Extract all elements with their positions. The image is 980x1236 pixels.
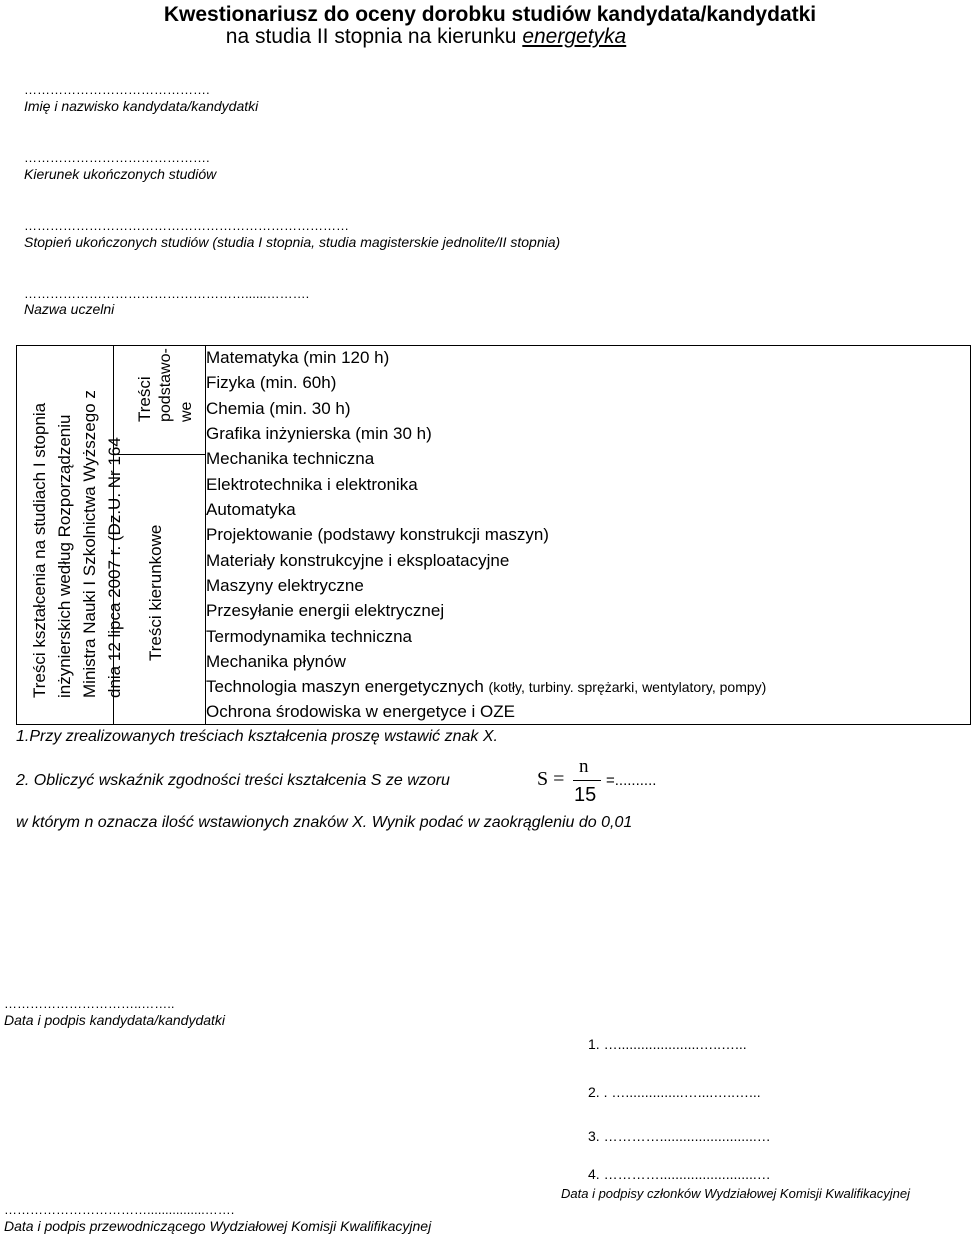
subject-row: Ochrona środowiska w energetyce i OZE — [206, 702, 515, 721]
subject-row: Fizyka (min. 60h) — [206, 373, 337, 392]
instruction-3: w którym n oznacza ilość wstawionych znaków X. Wynik podać w zaokrągleniu do 0,01 — [16, 814, 633, 831]
subject-row: Przesyłanie energii elektrycznej — [206, 601, 445, 620]
col1-line: Treści kształcenia na studiach I stopnia — [30, 402, 49, 698]
subject-row: Projektowanie (podstawy konstrukcji maszyn) — [206, 525, 549, 544]
subject-row: Automatyka — [206, 500, 296, 519]
subject-row — [206, 677, 766, 697]
degree-label: Stopień ukończonych studiów (studia I stopnia, studia magisterskie jednolite/II stopnia) — [24, 234, 561, 250]
committee-label: Data i podpisy członków Wydziałowej Komisji Kwalifikacyjnej — [561, 1186, 910, 1201]
subject-row: Elektrotechnika i elektronika — [206, 475, 418, 494]
field-of-study: energetyka — [522, 25, 627, 48]
member-signature-1[interactable]: 1. ….....................…..…... — [588, 1036, 747, 1052]
table-bottom-border — [16, 724, 971, 725]
group-basic-heading — [134, 348, 197, 422]
subject-row: Mechanika techniczna — [206, 449, 375, 468]
col1-heading — [27, 390, 127, 698]
subject-row: Maszyny elektryczne — [206, 576, 364, 595]
group-basic-line: podstawo- — [157, 348, 174, 422]
subject-row: Matematyka (min 120 h) — [206, 348, 390, 367]
col1-line: Ministra Nauki I Szkolnictwa Wyższego z — [80, 390, 99, 698]
subject-name: Technologia maszyn energetycznych — [206, 677, 489, 696]
curriculum-table — [16, 345, 971, 725]
col1-line: dnia 12 lipca 2007 r. (Dz.U. Nr 164 — [105, 437, 124, 698]
formula-numerator: n — [579, 756, 589, 777]
subject-note: (kotły, turbiny. sprężarki, wentylatory, pompy) — [488, 679, 767, 695]
instruction-2: 2. Obliczyć wskaźnik zgodności treści kształcenia S ze wzoru — [16, 772, 450, 789]
table-right-border — [970, 345, 971, 725]
major-dots[interactable]: ……………………………………. — [24, 150, 210, 165]
chair-signature-label: Data i podpis przewodniczącego Wydziałowej Komisji Kwalifikacyjnej — [4, 1218, 432, 1234]
table-left-border — [16, 345, 17, 725]
member-signature-3[interactable]: 3. ………….........................… — [588, 1128, 771, 1144]
major-label: Kierunek ukończonych studiów — [24, 166, 217, 182]
subject-row: Mechanika płynów — [206, 652, 346, 671]
name-label: Imię i nazwisko kandydata/kandydatki — [24, 98, 259, 114]
fraction-bar — [573, 780, 601, 781]
member-signature-4[interactable]: 4. ………….........................… — [588, 1166, 771, 1182]
member-signature-2[interactable]: 2. . …...............…....…..…... — [588, 1084, 761, 1100]
candidate-signature-label: Data i podpis kandydata/kandydatki — [4, 1012, 226, 1028]
col1-line: inżynierskich według Rozporządzeniu — [55, 414, 74, 698]
formula-denominator: 15 — [574, 784, 597, 806]
subtitle-prefix: na studia II stopnia na kierunku — [225, 25, 523, 48]
subject-row: Materiały konstrukcyjne i eksploatacyjne — [206, 551, 510, 570]
university-dots[interactable]: ……………………………………………......………. — [24, 286, 310, 301]
group-major-heading: Treści kierunkowe — [146, 524, 165, 661]
name-dots[interactable]: ……………………………………. — [24, 82, 210, 97]
group-basic-clip — [114, 346, 205, 453]
formula-result-blank[interactable]: =.......... — [606, 772, 657, 789]
group-basic-line: we — [178, 401, 195, 422]
document-title: Kwestionariusz do oceny dorobku studiów kandydata/kandydatki — [163, 3, 817, 26]
subject-row: Chemia (min. 30 h) — [206, 399, 351, 418]
chair-signature-dots[interactable]: ……………………………................……. — [4, 1202, 235, 1217]
degree-dots[interactable]: ………………………………………………………………… — [24, 218, 349, 233]
candidate-signature-dots[interactable]: …………………………..…….. — [4, 996, 175, 1011]
subject-row: Termodynamika techniczna — [206, 627, 412, 646]
instruction-1: 1.Przy zrealizowanych treściach kształcenia proszę wstawić znak X. — [16, 728, 498, 745]
document-subtitle — [0, 25, 852, 49]
group-basic-line: Treści — [135, 376, 154, 422]
subject-row: Grafika inżynierska (min 30 h) — [206, 424, 432, 443]
university-label: Nazwa uczelni — [24, 301, 115, 317]
formula-lhs: S = — [537, 768, 565, 790]
col1-clip — [18, 346, 124, 722]
